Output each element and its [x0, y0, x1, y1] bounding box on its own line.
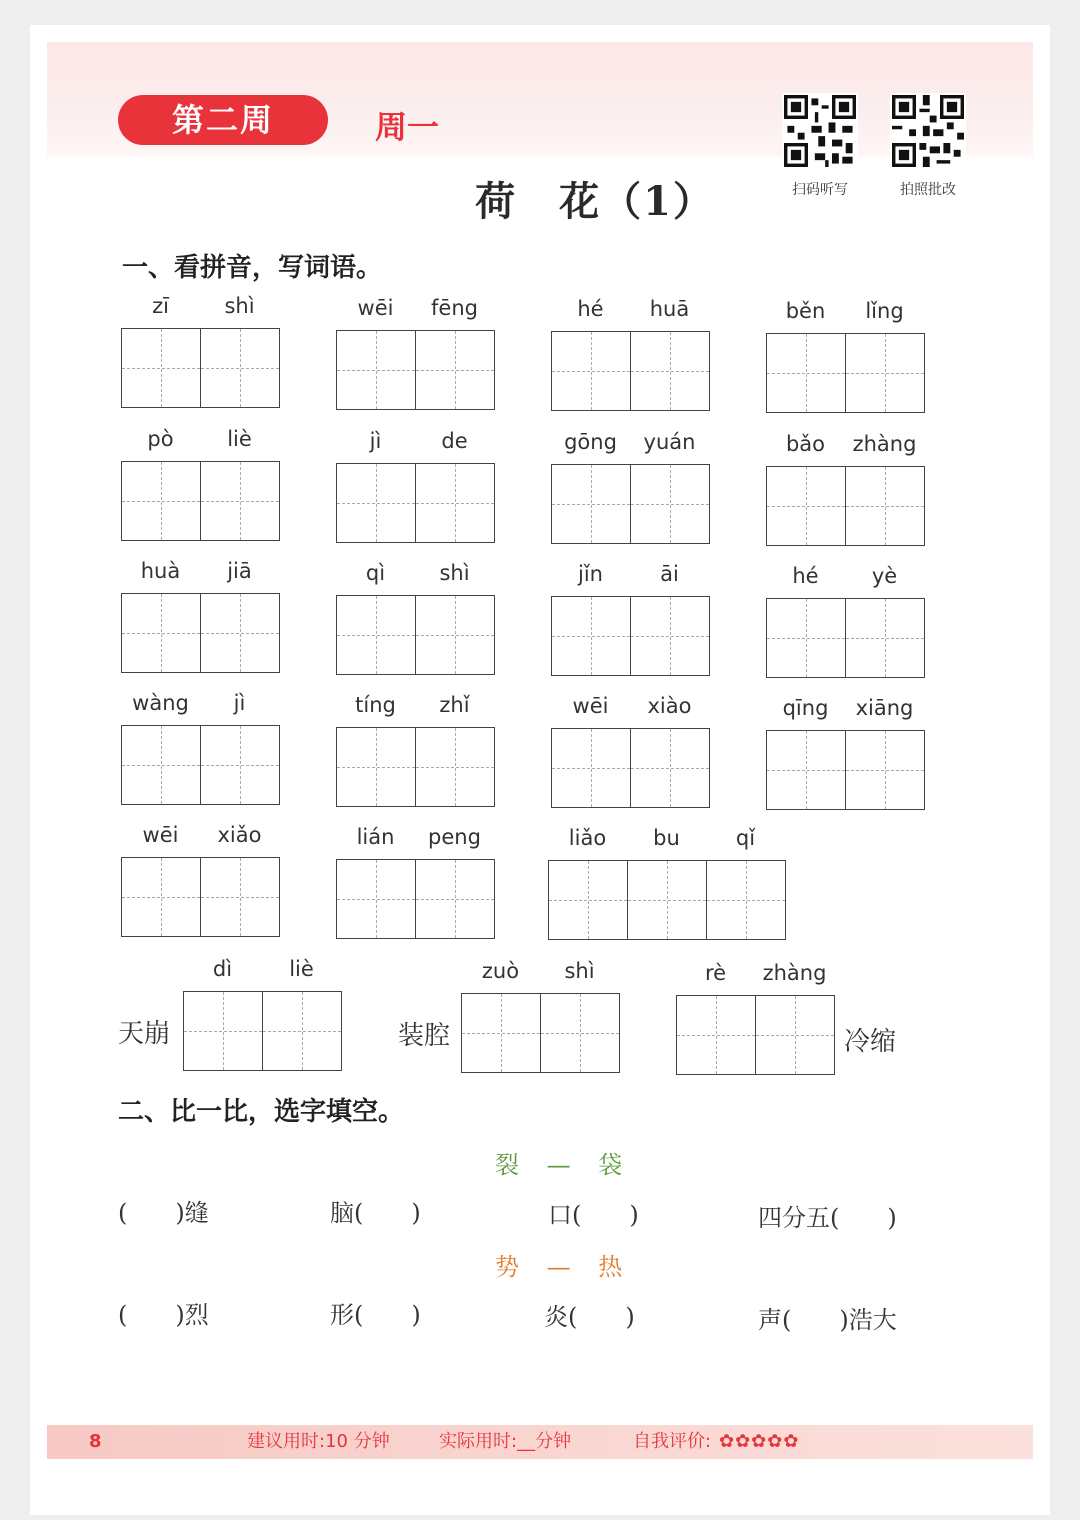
writing-cell[interactable] — [416, 859, 495, 939]
pinyin-syllable: hé — [577, 297, 604, 321]
pinyin-syllable: xiào — [647, 694, 692, 718]
writing-cell[interactable] — [121, 593, 201, 673]
writing-cell[interactable] — [766, 730, 846, 810]
writing-grid — [336, 859, 495, 939]
pinyin-syllable: xiǎo — [217, 823, 262, 847]
qr-code-icon — [890, 93, 966, 169]
actual-time[interactable]: 实际用时:__分钟 — [439, 1431, 572, 1452]
pinyin-word — [121, 294, 280, 408]
writing-cell[interactable] — [551, 728, 631, 808]
writing-cell[interactable] — [201, 725, 280, 805]
writing-cell[interactable] — [551, 331, 631, 411]
pinyin-word — [766, 695, 925, 810]
day-label: 周一 — [375, 108, 440, 146]
pinyin-syllable: yè — [871, 563, 898, 588]
pinyin-syllable: jì — [369, 428, 382, 453]
fill-blank[interactable]: 形( ) — [330, 1301, 421, 1329]
writing-cell[interactable] — [121, 328, 201, 408]
writing-cell[interactable] — [201, 461, 280, 541]
fill-blank[interactable]: ( )缝 — [118, 1199, 209, 1227]
idiom-prefix: 天崩 — [118, 1019, 171, 1049]
pinyin-syllable: rè — [704, 961, 727, 985]
writing-grid — [121, 461, 280, 541]
writing-cell[interactable] — [846, 730, 925, 810]
writing-grid — [121, 857, 280, 937]
pinyin-syllable: wēi — [357, 295, 394, 320]
idiom-prefix: 装腔 — [398, 1021, 451, 1051]
fill-blank[interactable]: 口( ) — [548, 1201, 639, 1229]
writing-cell[interactable] — [551, 464, 631, 544]
pinyin-syllable: shì — [439, 560, 470, 585]
writing-grid — [551, 331, 710, 411]
writing-cell[interactable] — [541, 993, 620, 1073]
suggested-time: 建议用时:10 分钟 — [247, 1431, 390, 1452]
writing-cell[interactable] — [121, 461, 201, 541]
writing-grid — [461, 993, 620, 1073]
pinyin-syllable: jǐn — [578, 562, 603, 586]
pinyin-word — [336, 295, 495, 410]
pinyin-syllable: jiā — [227, 559, 252, 583]
pinyin-word — [766, 298, 925, 413]
writing-cell[interactable] — [121, 725, 201, 805]
writing-cell[interactable] — [336, 595, 416, 675]
fill-blank[interactable]: ( )烈 — [118, 1301, 209, 1329]
pinyin-syllable: pò — [147, 427, 174, 451]
section1-heading: 一、看拼音，写词语。 — [122, 253, 383, 283]
pinyin-syllable: qì — [365, 560, 386, 585]
week-label: 第二周 — [118, 95, 328, 145]
pinyin-word — [548, 826, 786, 940]
pinyin-syllable: qīng — [782, 695, 829, 720]
qr-photo-caption: 拍照批改 — [900, 182, 956, 198]
writing-cell[interactable] — [121, 857, 201, 937]
pinyin-word — [121, 823, 280, 937]
writing-cell[interactable] — [846, 333, 925, 413]
pinyin-syllable: yuán — [643, 430, 696, 454]
compare-pair-2: 势 — 热 — [495, 1253, 633, 1281]
pinyin-syllable: lián — [356, 824, 395, 849]
compare-pair-1: 裂 — 袋 — [495, 1151, 633, 1179]
pinyin-syllable: hé — [792, 563, 819, 588]
writing-cell[interactable] — [548, 860, 628, 940]
pinyin-word — [551, 562, 710, 676]
pinyin-word — [121, 427, 280, 541]
pinyin-syllable: zhàng — [852, 431, 917, 456]
pinyin-syllable: zuò — [481, 959, 520, 983]
pinyin-syllable: huà — [140, 559, 181, 583]
writing-cell[interactable] — [766, 598, 846, 678]
pinyin-word — [336, 428, 495, 543]
idiom-word — [676, 961, 835, 1075]
writing-grid — [548, 860, 786, 940]
writing-grid — [766, 730, 925, 810]
writing-cell[interactable] — [336, 859, 416, 939]
writing-cell[interactable] — [846, 598, 925, 678]
pinyin-word — [336, 824, 495, 939]
writing-cell[interactable] — [416, 595, 495, 675]
writing-cell[interactable] — [707, 860, 786, 940]
pinyin-syllable: qǐ — [735, 826, 756, 850]
writing-cell[interactable] — [336, 727, 416, 807]
page-number: 8 — [89, 1431, 102, 1452]
writing-cell[interactable] — [183, 991, 263, 1071]
pinyin-syllable: tíng — [355, 692, 396, 717]
pinyin-word — [766, 563, 925, 678]
fill-blank[interactable]: 脑( ) — [330, 1199, 421, 1227]
pinyin-syllable: xiāng — [855, 695, 914, 720]
pinyin-syllable: zhàng — [762, 961, 827, 985]
fill-blank[interactable]: 炎( ) — [544, 1303, 635, 1331]
pinyin-syllable: liè — [289, 957, 314, 981]
pinyin-syllable: běn — [785, 298, 826, 323]
pinyin-syllable: dì — [212, 957, 233, 981]
writing-cell[interactable] — [766, 466, 846, 546]
pinyin-syllable: huā — [649, 297, 690, 321]
writing-cell[interactable] — [416, 330, 495, 410]
fill-blank[interactable]: 四分五( ) — [758, 1204, 897, 1232]
qr-listen-caption: 扫码听写 — [792, 182, 848, 198]
writing-cell[interactable] — [676, 995, 756, 1075]
pinyin-syllable: liǎo — [568, 826, 607, 850]
writing-cell[interactable] — [631, 596, 710, 676]
rating-stars[interactable]: ✿✿✿✿✿ — [719, 1431, 800, 1452]
pinyin-syllable: gōng — [564, 430, 617, 454]
section2-heading: 二、比一比，选字填空。 — [118, 1097, 405, 1127]
pinyin-syllable: zī — [152, 294, 169, 318]
writing-grid — [766, 598, 925, 678]
writing-grid — [551, 596, 710, 676]
qr-code-icon — [782, 93, 858, 169]
pinyin-syllable: shì — [224, 294, 255, 318]
pinyin-syllable: bǎo — [785, 431, 826, 456]
writing-cell[interactable] — [416, 727, 495, 807]
pinyin-word — [336, 692, 495, 807]
writing-grid — [336, 463, 495, 543]
writing-cell[interactable] — [336, 463, 416, 543]
writing-cell[interactable] — [628, 860, 707, 940]
worksheet-page — [30, 25, 1050, 1515]
pinyin-syllable: zhǐ — [439, 692, 470, 717]
pinyin-syllable: wàng — [132, 691, 189, 715]
pinyin-word — [551, 297, 710, 411]
pinyin-syllable: de — [441, 428, 468, 453]
writing-grid — [336, 595, 495, 675]
writing-cell[interactable] — [631, 464, 710, 544]
idiom-word — [461, 959, 620, 1073]
pinyin-syllable: liè — [227, 427, 252, 451]
pinyin-syllable: lǐng — [865, 298, 904, 323]
writing-cell[interactable] — [201, 593, 280, 673]
pinyin-syllable: wēi — [142, 823, 179, 847]
pinyin-syllable: wēi — [572, 694, 609, 718]
writing-cell[interactable] — [461, 993, 541, 1073]
self-rating-label: 自我评价: — [633, 1431, 712, 1452]
lesson-title: 荷 花（1） — [475, 178, 715, 225]
pinyin-syllable: bu — [653, 826, 680, 850]
writing-grid — [766, 333, 925, 413]
writing-cell[interactable] — [201, 857, 280, 937]
writing-cell[interactable] — [631, 728, 710, 808]
writing-grid — [336, 727, 495, 807]
writing-grid — [121, 725, 280, 805]
pinyin-syllable: peng — [428, 824, 481, 849]
writing-cell[interactable] — [201, 328, 280, 408]
writing-grid — [676, 995, 835, 1075]
pinyin-word — [551, 694, 710, 808]
idiom-suffix: 冷缩 — [844, 1027, 897, 1057]
writing-cell[interactable] — [846, 466, 925, 546]
fill-blank[interactable]: 声( )浩大 — [758, 1306, 897, 1334]
writing-grid — [336, 330, 495, 410]
pinyin-word — [551, 430, 710, 544]
writing-grid — [121, 328, 280, 408]
writing-cell[interactable] — [551, 596, 631, 676]
writing-grid — [551, 728, 710, 808]
writing-grid — [121, 593, 280, 673]
pinyin-syllable: shì — [564, 959, 595, 983]
writing-cell[interactable] — [263, 991, 342, 1071]
footer-bar — [47, 1425, 1033, 1459]
pinyin-word — [121, 691, 280, 805]
pinyin-word — [336, 560, 495, 675]
pinyin-word — [121, 559, 280, 673]
writing-grid — [551, 464, 710, 544]
writing-cell[interactable] — [336, 330, 416, 410]
idiom-word — [183, 957, 342, 1071]
writing-cell[interactable] — [756, 995, 835, 1075]
pinyin-syllable: jì — [233, 691, 246, 715]
pinyin-word — [766, 431, 925, 546]
writing-cell[interactable] — [416, 463, 495, 543]
writing-grid — [766, 466, 925, 546]
pinyin-syllable: fēng — [431, 295, 478, 320]
writing-grid — [183, 991, 342, 1071]
pinyin-syllable: āi — [660, 562, 679, 586]
writing-cell[interactable] — [631, 331, 710, 411]
writing-cell[interactable] — [766, 333, 846, 413]
